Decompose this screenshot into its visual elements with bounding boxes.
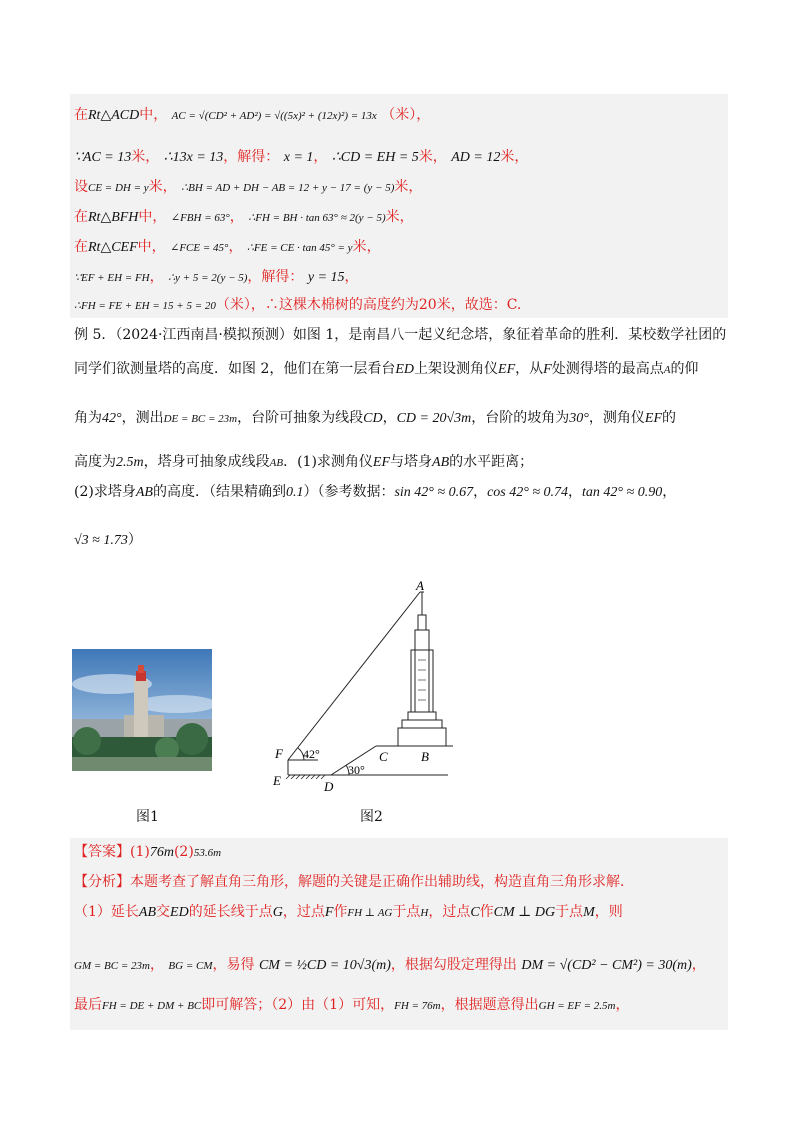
point-C-label: C bbox=[379, 749, 388, 764]
geometry-figure-2 bbox=[268, 580, 468, 800]
solution-line-6: ∵EF + EH = FH， ∴y + 5 = 2(y − 5)，解得： y = 15， bbox=[74, 269, 359, 285]
solution-line-4: 在Rt△BFH中， ∠FBH = 63°， ∴FH = BH · tan 63° ≈ 2(y − 5)米， bbox=[74, 209, 414, 225]
point-E-label: E bbox=[273, 773, 281, 788]
problem-line-1: 例 5．（2024·江西南昌·模拟预测）如图 1，是南昌八一起义纪念塔，象征着革命的胜利．某校数学社团的 bbox=[74, 327, 727, 343]
analysis-line-3: GM = BC = 23m， BG = CM，易得 CM = ½CD = 10√3(m)，根据勾股定理得出 DM = √(CD² − CM²) = 30(m)， bbox=[74, 957, 706, 973]
analysis-line-2: （1）延长AB交ED的延长线于点G，过点F作FH ⊥ AG于点H，过点C作CM ⊥ DG于点M，则 bbox=[74, 904, 623, 920]
monument-photo bbox=[72, 649, 212, 771]
solution-line-1: 在Rt△ACD中， AC = √(CD² + AD²) = √((5x)² + (12x)²) = 13x （米）， bbox=[74, 107, 431, 123]
monument-photo-drawing bbox=[72, 649, 212, 771]
point-D-label: D bbox=[324, 779, 334, 794]
angle-42-label: 42° bbox=[303, 747, 320, 761]
figure-1-caption: 图1 bbox=[136, 809, 159, 825]
solution-line-7: ∴FH = FE + EH = 15 + 5 = 20（米），∴这棵木棉树的高度约为20米，故选：C. bbox=[74, 297, 522, 313]
point-F-label: F bbox=[275, 746, 283, 761]
point-B-label: B bbox=[421, 749, 429, 764]
figure-2-caption: 图2 bbox=[360, 809, 383, 825]
angle-30-label: 30° bbox=[348, 763, 365, 777]
problem-line-4: 高度为2.5m，塔身可抽象成线段AB．(1)求测角仪EF与塔身AB的水平距离； bbox=[74, 454, 534, 470]
problem-line-6: √3 ≈ 1.73） bbox=[74, 532, 142, 548]
problem-line-3: 角为42°，测出DE = BC = 23m，台阶可抽象为线段CD，CD = 20√3m，台阶的坡角为30°，测角仪EF的 bbox=[74, 410, 676, 426]
analysis-line-4: 最后FH = DE + DM + BC即可解答；（2）由（1）可知，FH = 76m，根据题意得出GH = EF = 2.5m， bbox=[74, 997, 630, 1013]
solution-line-3: 设CE = DH = y米， ∴BH = AD + DH − AB = 12 + y − 17 = (y − 5)米， bbox=[74, 179, 423, 195]
solution-line-2: ∵AC = 13米， ∴13x = 13，解得： x = 1， ∴CD = EH = 5米， AD = 12米， bbox=[74, 149, 529, 165]
solution-line-5: 在Rt△CEF中， ∠FCE = 45°， ∴FE = CE · tan 45° = y米， bbox=[74, 239, 381, 255]
problem-line-5: (2)求塔身AB的高度．（结果精确到0.1）（参考数据：sin 42° ≈ 0.67，cos 42° ≈ 0.74，tan 42° ≈ 0.90， bbox=[74, 484, 677, 500]
point-A-label: A bbox=[416, 580, 424, 593]
answer-line: 【答案】(1)76m(2)53.6m bbox=[74, 844, 222, 860]
problem-line-2: 同学们欲测量塔的高度．如图 2，他们在第一层看台ED上架设测角仪EF，从F处测得塔的最高点A的仰 bbox=[74, 361, 699, 377]
analysis-line-1: 【分析】本题考查了解直角三角形，解题的关键是正确作出辅助线，构造直角三角形求解． bbox=[74, 874, 634, 890]
